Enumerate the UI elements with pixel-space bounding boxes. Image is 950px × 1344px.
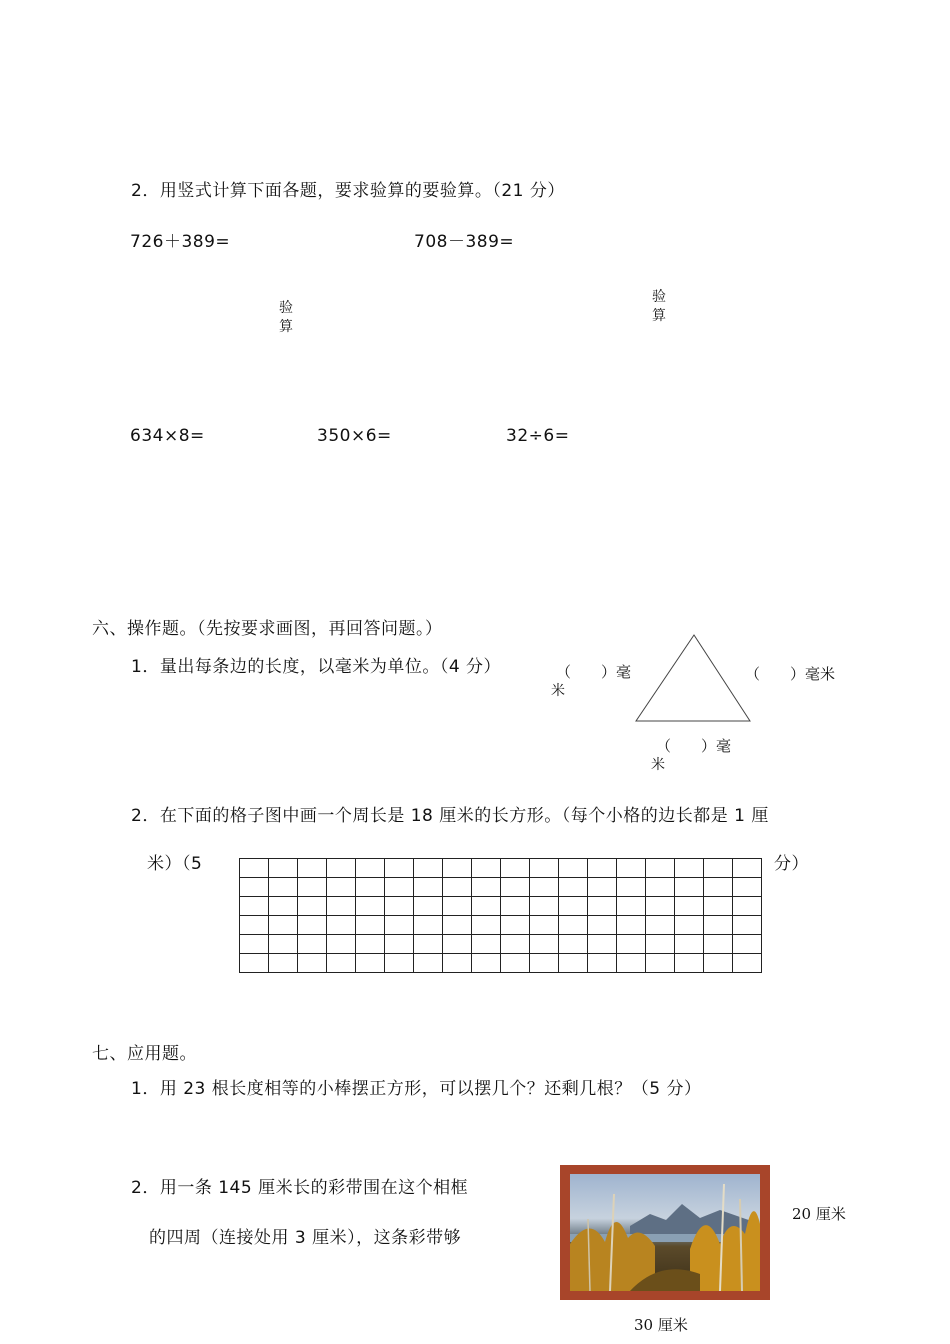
grid-cell[interactable]: [414, 859, 443, 878]
grid-cell[interactable]: [269, 935, 298, 954]
equation-634-times-8: 634×8=: [130, 426, 205, 446]
grid-cell[interactable]: [385, 954, 414, 973]
grid-cell[interactable]: [298, 897, 327, 916]
grid-cell[interactable]: [414, 916, 443, 935]
grid-cell[interactable]: [240, 935, 269, 954]
grid-cell[interactable]: [414, 878, 443, 897]
grid-cell[interactable]: [704, 935, 733, 954]
grid-cell[interactable]: [385, 897, 414, 916]
section-7-title: 七、应用题。: [92, 1044, 197, 1064]
grid-cell[interactable]: [733, 878, 762, 897]
grid-cell[interactable]: [269, 916, 298, 935]
triangle-bottom-side-unit: 米: [651, 757, 665, 773]
grid-cell[interactable]: [646, 897, 675, 916]
check-label-2: 验算: [652, 289, 666, 324]
grid-cell[interactable]: [530, 916, 559, 935]
grid-cell[interactable]: [269, 878, 298, 897]
grid-cell[interactable]: [501, 916, 530, 935]
photo-frame: [560, 1165, 770, 1300]
grid-cell[interactable]: [298, 859, 327, 878]
grid-cell[interactable]: [704, 878, 733, 897]
grid-cell[interactable]: [472, 859, 501, 878]
grid-row: [240, 897, 762, 916]
grid-cell[interactable]: [530, 897, 559, 916]
grid-cell[interactable]: [298, 935, 327, 954]
grid-cell[interactable]: [356, 878, 385, 897]
grid-cell[interactable]: [559, 954, 588, 973]
grid-cell[interactable]: [588, 916, 617, 935]
section-7-q2-line2: 的四周（连接处用 3 厘米），这条彩带够: [149, 1228, 462, 1248]
equation-726-plus-389: 726＋389=: [130, 232, 231, 252]
grid-cell[interactable]: [327, 954, 356, 973]
grid-cell[interactable]: [733, 935, 762, 954]
grid-cell[interactable]: [385, 859, 414, 878]
section-6-q1-text: 1．量出每条边的长度，以毫米为单位。（4 分）: [131, 657, 502, 677]
grid-cell[interactable]: [414, 897, 443, 916]
grid-cell[interactable]: [385, 916, 414, 935]
grid-cell[interactable]: [443, 935, 472, 954]
grid-cell[interactable]: [704, 859, 733, 878]
grid-cell[interactable]: [385, 878, 414, 897]
grid-cell[interactable]: [414, 954, 443, 973]
grid-cell[interactable]: [675, 878, 704, 897]
grid-cell[interactable]: [356, 954, 385, 973]
grid-cell[interactable]: [240, 878, 269, 897]
q2-title: 2．用竖式计算下面各题，要求验算的要验算。（21 分）: [131, 181, 565, 201]
grid-cell[interactable]: [588, 935, 617, 954]
grid-cell[interactable]: [472, 916, 501, 935]
grid-cell[interactable]: [472, 935, 501, 954]
triangle-bottom-side-label: （ ）毫: [656, 737, 732, 755]
grid-cell[interactable]: [733, 954, 762, 973]
grid-cell[interactable]: [530, 878, 559, 897]
grid-cell[interactable]: [356, 916, 385, 935]
triangle-shape: [636, 635, 750, 721]
grid-cell[interactable]: [240, 897, 269, 916]
grid-cell[interactable]: [443, 916, 472, 935]
section-6-title: 六、操作题。（先按要求画图，再回答问题。）: [92, 619, 443, 639]
grid-cell[interactable]: [646, 935, 675, 954]
grid-cell[interactable]: [530, 935, 559, 954]
grid-cell[interactable]: [559, 859, 588, 878]
grid-cell[interactable]: [501, 897, 530, 916]
equation-32-div-6: 32÷6=: [506, 426, 570, 446]
grid-cell[interactable]: [530, 954, 559, 973]
grid-cell[interactable]: [327, 916, 356, 935]
grid-cell[interactable]: [559, 916, 588, 935]
section-6-q2-line2-right: 分）: [774, 854, 809, 874]
grid-cell[interactable]: [240, 916, 269, 935]
grid-row: [240, 935, 762, 954]
grid-cell[interactable]: [327, 935, 356, 954]
grid-cell[interactable]: [298, 954, 327, 973]
grid-cell[interactable]: [588, 897, 617, 916]
triangle-right-side-label: （ ）毫米: [745, 665, 836, 683]
grid-cell[interactable]: [646, 859, 675, 878]
equation-350-times-6: 350×6=: [317, 426, 392, 446]
grid-cell[interactable]: [646, 954, 675, 973]
frame-width-label: 30 厘米: [634, 1316, 688, 1334]
grid-cell[interactable]: [298, 916, 327, 935]
grid-cell[interactable]: [443, 878, 472, 897]
grid-cell[interactable]: [733, 916, 762, 935]
grid-cell[interactable]: [588, 878, 617, 897]
grid-cell[interactable]: [530, 859, 559, 878]
grid-cell[interactable]: [559, 935, 588, 954]
grid-cell[interactable]: [240, 859, 269, 878]
grid-cell[interactable]: [414, 935, 443, 954]
grid-cell[interactable]: [704, 916, 733, 935]
grid-cell[interactable]: [298, 878, 327, 897]
grid-cell[interactable]: [733, 859, 762, 878]
grid-cell[interactable]: [675, 954, 704, 973]
grid-cell[interactable]: [675, 935, 704, 954]
grid-row: [240, 916, 762, 935]
grid-cell[interactable]: [240, 954, 269, 973]
grid-cell[interactable]: [327, 878, 356, 897]
grid-cell[interactable]: [443, 859, 472, 878]
grid-cell[interactable]: [733, 897, 762, 916]
grid-cell[interactable]: [588, 954, 617, 973]
triangle-left-side-label: （ ）毫: [556, 663, 632, 681]
landscape-photo: [570, 1174, 760, 1291]
grid-cell[interactable]: [704, 954, 733, 973]
grid-cell[interactable]: [501, 954, 530, 973]
section-7-q2-line1: 2．用一条 145 厘米长的彩带围在这个相框: [131, 1178, 469, 1198]
triangle-left-side-unit: 米: [551, 683, 565, 699]
grid-cell[interactable]: [472, 878, 501, 897]
grid-cell[interactable]: [269, 954, 298, 973]
grid-cell[interactable]: [472, 897, 501, 916]
grid-cell[interactable]: [646, 878, 675, 897]
grid-cell[interactable]: [675, 916, 704, 935]
grid-cell[interactable]: [443, 897, 472, 916]
grid-cell[interactable]: [269, 859, 298, 878]
grid-cell[interactable]: [327, 897, 356, 916]
grid-cell[interactable]: [617, 878, 646, 897]
grid-cell[interactable]: [617, 954, 646, 973]
section-7-q1-text: 1．用 23 根长度相等的小棒摆正方形，可以摆几个？还剩几根？（5 分）: [131, 1079, 702, 1099]
check-label-1: 验算: [279, 300, 293, 335]
grid-cell[interactable]: [472, 954, 501, 973]
square-grid[interactable]: [239, 858, 762, 973]
grid-row: [240, 954, 762, 973]
grid-cell[interactable]: [588, 859, 617, 878]
frame-height-label: 20 厘米: [792, 1205, 846, 1223]
grid-row: [240, 878, 762, 897]
grid-cell[interactable]: [617, 916, 646, 935]
grid-cell[interactable]: [617, 935, 646, 954]
equation-708-minus-389: 708－389=: [414, 232, 515, 252]
grid-cell[interactable]: [501, 859, 530, 878]
grid-cell[interactable]: [443, 954, 472, 973]
grid-row: [240, 859, 762, 878]
grid-cell[interactable]: [269, 897, 298, 916]
grid-cell[interactable]: [559, 897, 588, 916]
grid-cell[interactable]: [501, 935, 530, 954]
section-6-q2-line2-left: 米）（5: [147, 854, 203, 874]
grid-cell[interactable]: [356, 935, 385, 954]
grid-cell[interactable]: [646, 916, 675, 935]
grid-cell[interactable]: [675, 859, 704, 878]
grid-cell[interactable]: [356, 859, 385, 878]
landscape-illustration: [570, 1174, 760, 1291]
grid-cell[interactable]: [385, 935, 414, 954]
grid-cell[interactable]: [704, 897, 733, 916]
triangle-figure: [630, 630, 760, 726]
section-6-q2-line1: 2．在下面的格子图中画一个周长是 18 厘米的长方形。（每个小格的边长都是 1 厘: [131, 806, 769, 826]
grid-cell[interactable]: [501, 878, 530, 897]
grid-cell[interactable]: [356, 897, 385, 916]
grid-cell[interactable]: [617, 859, 646, 878]
grid-cell[interactable]: [617, 897, 646, 916]
grid-cell[interactable]: [675, 897, 704, 916]
grid-cell[interactable]: [559, 878, 588, 897]
grid-cell[interactable]: [327, 859, 356, 878]
